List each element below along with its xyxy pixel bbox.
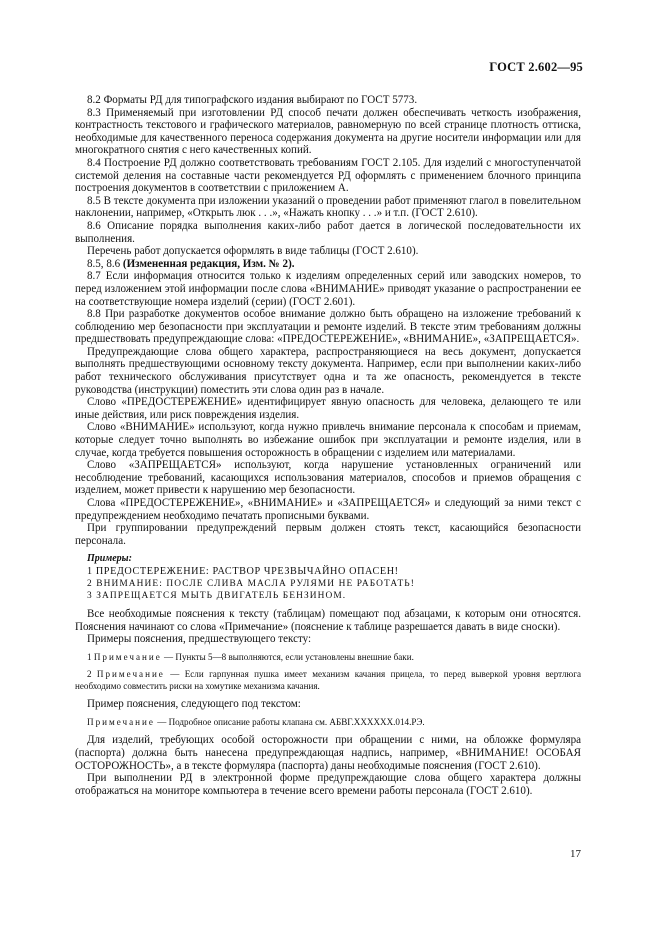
paragraph-8-3: 8.3 Применяемый при изготовлении РД способ печати должен обеспечивать четкость изображения, контрастность текстового и графического материалов, равномерную по всей странице плотность оттиска, необходимые для качественного переноса содержания документа на другие носители информации или для многократного снятия с него качественных копий. (75, 106, 581, 157)
paragraph-cover-warning: Для изделий, требующих особой осторожности при обращении с ними, на обложке формуляра (паспорта) должна быть нанесена предупреждающая надпись, например, «ВНИМАНИЕ! ОСОБАЯ ОСТОРОЖНОСТЬ», а в тексте формуляра (паспорта) даны необходимые пояснения (ГОСТ 2.610). (75, 734, 581, 772)
note-1 (75, 652, 581, 664)
paragraph-example-after: Пример пояснения, следующего под текстом: (87, 698, 301, 711)
note-3-text: — Подробное описание работы клапана см. АБВГ.XXXXXX.014.РЭ. (154, 716, 425, 727)
note-2-text: — Если гарпунная пушка имеет механизм качания прицела, то перед выверкой уровня вертлюга необходимо совместить риски на хомутике механизма качания. (75, 669, 581, 691)
amendment-prefix: 8.5, 8.6 (87, 257, 123, 270)
example-3: 3 ЗАПРЕЩАЕТСЯ МЫТЬ ДВИГАТЕЛЬ БЕНЗИНОМ. (87, 590, 347, 601)
document-code-header: ГОСТ 2.602—95 (489, 60, 583, 74)
paragraph-attention-word: Слово «ВНИМАНИЕ» используют, когда нужно привлечь внимание персонала к способам и приемам, которые следует точно выполнять во избежание ошибок при эксплуатации и ремонте изделия, или в случае, когда требуется повышения осторожность в обращении с изделием или материалами. (75, 421, 581, 459)
note-3 (75, 717, 581, 729)
amendment-text: (Измененная редакция, Изм. № 2). (122, 257, 295, 270)
paragraph-grouping: При группировании предупреждений первым должен стоять текст, касающийся безопасности персонала. (75, 522, 581, 547)
note-1-word: Примечание (93, 651, 162, 662)
note-1-text: — Пункты 5—8 выполняются, если установлены внешние баки. (161, 651, 414, 662)
paragraph-8-4: 8.4 Построение РД должно соответствовать требованиям ГОСТ 2.105. Для изделий с многоступенчатой системой деления на составные части рекомендуется РД оформлять с применением блочного принципа построения документов в соответствии с приложением А. (75, 156, 581, 195)
note-2-word: Примечание (96, 669, 165, 680)
paragraph-capital-letters: Слова «ПРЕДОСТЕРЕЖЕНИЕ», «ВНИМАНИЕ» и «ЗАПРЕЩАЕТСЯ» и следующий за ними текст с предупреждением необходимо печатать прописными буквами. (75, 497, 581, 522)
paragraph-warnings-general: Предупреждающие слова общего характера, распространяющиеся на весь документ, допускается выполнять предшествующими основному тексту документа. Например, если при выполнении каких-либо работ технического обслуживания присутствует одна и та же опасность, рекомендуется в тексте руководства (инструкции) поместить эти слова один раз в начале. (75, 345, 581, 396)
examples-title: Примеры: (87, 553, 132, 565)
paragraph-8-2: 8.2 Форматы РД для типографского издания выбирают по ГОСТ 5773. (87, 94, 418, 106)
note-1-number: 1 (87, 651, 94, 662)
paragraph-caution-word: Слово «ПРЕДОСТЕРЕЖЕНИЕ» идентифицирует явную опасность для человека, делающего те или иные действия, или риск повреждения изделия. (75, 396, 581, 421)
paragraph-8-7: 8.7 Если информация относится только к изделиям определенных серий или заводских номеров, то перед изложением этой информации после слова «ВНИМАНИЕ» приводят указание о распространении ее на соответствующие номера изделий (серии) (ГОСТ 2.601). (75, 270, 581, 308)
amendment-note (75, 258, 581, 271)
paragraph-8-6: 8.6 Описание порядка выполнения каких-либо работ дается в логической последовательности их выполнения. (75, 219, 581, 245)
example-1: 1 ПРЕДОСТЕРЕЖЕНИЕ: РАСТВОР ЧРЕЗВЫЧАЙНО ОПАСЕН! (87, 565, 399, 577)
paragraph-electronic-form: При выполнении РД в электронной форме предупреждающие слова общего характера должны отображаться на мониторе компьютера в течение всего времени работы персонала (ГОСТ 2.610). (75, 772, 581, 797)
paragraph-examples-before: Примеры пояснения, предшествующего тексту: (87, 633, 312, 646)
page-number: 17 (570, 848, 581, 860)
paragraph-prohibited-word: Слово «ЗАПРЕЩАЕТСЯ» используют, когда нарушение установленных ограничений или несоблюдение требований, касающихся использования материалов, способов и приемов обращения с изделием, может привести к нарушению мер безопасности. (75, 459, 581, 497)
document-body (75, 94, 581, 797)
note-2 (75, 669, 581, 692)
example-2: 2 ВНИМАНИЕ: ПОСЛЕ СЛИВА МАСЛА РУЛЯМИ НЕ РАБОТАТЬ! (87, 578, 415, 589)
paragraph-explanations: Все необходимые пояснения к тексту (таблицам) помещают под абзацами, к которым они относятся. Пояснения начинают со слова «Примечание» (пояснение к таблице разрешается давать в виде сноски). (75, 607, 581, 633)
note-3-word: Примечание (87, 716, 155, 727)
paragraph-8-6-table: Перечень работ допускается оформлять в виде таблицы (ГОСТ 2.610). (87, 245, 419, 258)
note-2-number: 2 (87, 669, 97, 680)
paragraph-8-5: 8.5 В тексте документа при изложении указаний о проведении работ применяют глагол в повелительном наклонении, например, «Открыть люк . . .», «Нажать кнопку . . .» и т.п. (ГОСТ 2.610). (75, 194, 581, 220)
paragraph-8-8: 8.8 При разработке документов особое внимание должно быть обращено на изложение требований к соблюдению мер безопасности при эксплуатации и ремонте изделий. В тексте этим требованиям должны предшествовать предупреждающие слова: «ПРЕДОСТЕРЕЖЕНИЕ», «ВНИМАНИЕ», «ЗАПРЕЩАЕТСЯ». (75, 308, 581, 346)
